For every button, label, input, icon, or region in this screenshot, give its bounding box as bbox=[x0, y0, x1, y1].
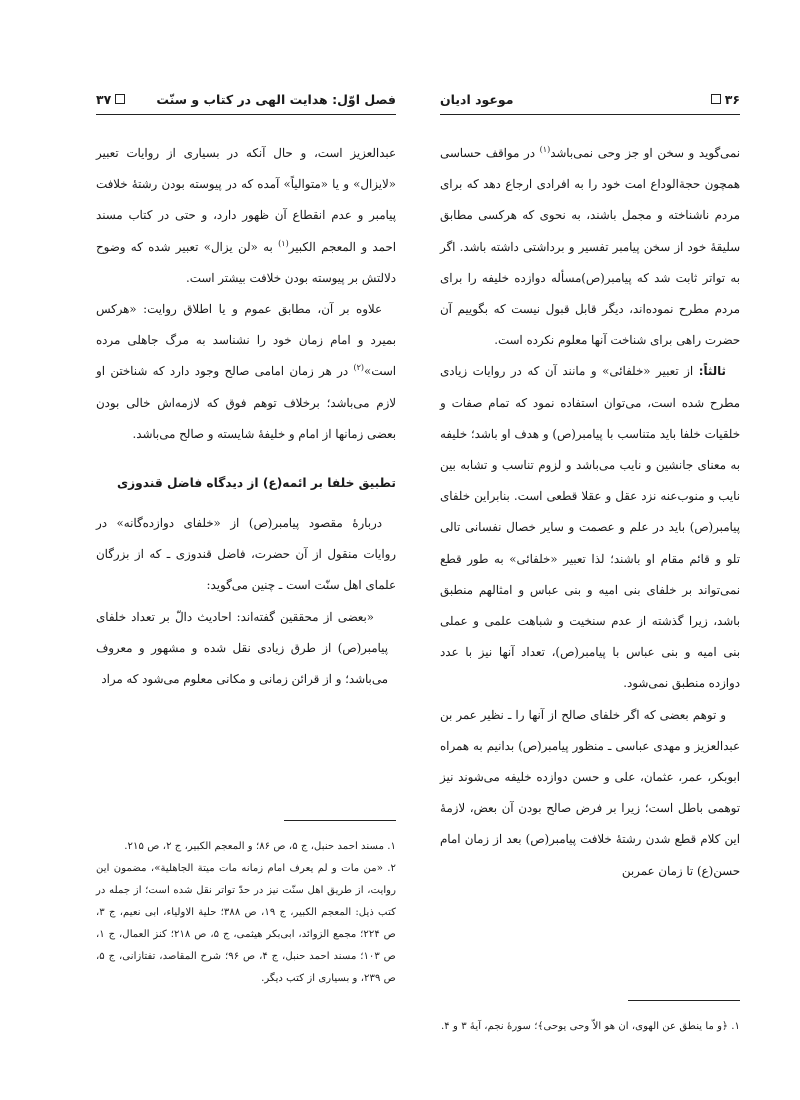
paragraph: دربارهٔ مقصود پیامبر(ص) از «خلفای دوازده‌گانه» در روایات منقول از آن حضرت، فاضل قندوزی ـ که از بزرگان علمای اهل سنّت است ـ چنین می‌گوید: bbox=[96, 516, 396, 593]
footnotes bbox=[96, 836, 396, 990]
footnote-ref: (۲) bbox=[353, 363, 365, 373]
footnote: ۲. «من مات و لم یعرف امام زمانه مات میتة الجاهلیة»، مضمون این روایت، از طریق اهل سنّت نیز در حدّ تواتر نقل شده است؛ از جمله در کتب ذیل: المعجم الکبیر، ج ۱۹، ص ۳۸۸؛ حلیة الاولیاء، ابی نعیم، ج ۳، ص ۲۲۴؛ مجمع الزوائد، ابی‌بکر هیثمی، ج ۵، ص ۲۱۸؛ کنز العمال، ج ۱، ص ۱۰۳؛ مسند احمد حنبل، ج ۴، ص ۹۶؛ شرح المقاصد، تفتازانی، ج ۵، ص ۲۳۹، و بسیاری از کتب دیگر. bbox=[96, 863, 396, 984]
quote-paragraph: «بعضی از محققین گفته‌اند: احادیث دالّ بر تعداد خلفای پیامبر(ص) از طرق زیادی نقل شده و مشهور و معروف می‌باشد؛ و از قرائن زمانی و مکانی معلوم می‌شود که مراد bbox=[96, 609, 388, 687]
header-rule bbox=[440, 114, 740, 115]
footnote-rule bbox=[628, 1000, 740, 1001]
square-ornament-icon bbox=[711, 94, 721, 104]
paragraph: علاوه بر آن، مطابق عموم و یا اطلاق روایت: «هرکس بمیرد و امام زمان خود را نشناسد به مرگ جاهلی مرده است»$^{(۲)}$ در هر زمان امامی صالح وجود دارد که شناختن او لازم می‌باشد؛ برخلاف توهم فوق که لازمه‌اش خالی بودن بعضی زمانها از امام و خلیفهٔ شایسته و صالح می‌باشد. bbox=[96, 302, 396, 441]
footnote-rule bbox=[284, 820, 396, 821]
running-header bbox=[96, 90, 396, 108]
footnote-ref: (۱) bbox=[278, 238, 289, 248]
footnote: ۱. ﴿و ما ینطق عن الهوی، ان هو الاّ وحی یوحی﴾؛ سورهٔ نجم، آیهٔ ۳ و ۴. bbox=[441, 1021, 740, 1032]
right-page bbox=[440, 78, 740, 1068]
section-heading: تطبیق خلفا بر ائمه(ع) از دیدگاه فاضل قندوزی bbox=[116, 476, 396, 491]
paragraph-lead: ثالثاً: bbox=[698, 364, 726, 379]
paragraph: عبدالعزیز است، و حال آنکه در بسیاری از روایات تعبیر «لایزال» و یا «متوالیاً» آمده که در پیوسته بودن رشتهٔ خلافت پیامبر و عدم انقطاع آن ظهور دارد، و حتی در کتاب مسند احمد و المعجم الکبیر$^{(۱)}$ به «لن یزال» تعبیر شده که وضوح دلالتش بر پیوسته بودن خلافت بیشتر است. bbox=[96, 146, 396, 285]
square-ornament-icon bbox=[115, 94, 125, 104]
paragraph: و توهم بعضی که اگر خلفای صالح از آنها را ـ نظیر عمر بن عبدالعزیز و مهدی عباسی ـ منظور پیامبر(ص) بدانیم به همراه ابوبکر، عمر، عثمان، علی و حسن دوازده خلیفه می‌شوند نیز توهمی باطل است؛ زیرا بر فرض صالح بودن آن بعض، لازمهٔ این کلام قطع شدن رشتهٔ خلافت پیامبر(ص) بعد از زمان امام حسن(ع) تا زمان عمربن bbox=[440, 707, 740, 878]
footnote-ref: (۱) bbox=[539, 145, 551, 155]
footnotes bbox=[440, 1016, 740, 1038]
running-title: فصل اوّل: هدایت الهی در کتاب و سنّت bbox=[156, 91, 396, 107]
left-page bbox=[96, 78, 396, 1068]
header-rule bbox=[96, 114, 396, 115]
paragraph: نمی‌گوید و سخن او جز وحی نمی‌باشد$^{(۱)}$ در مواقف حساسی همچون حجةالوداع امت خود را به افرادی ارجاع دهد که برای مردم ناشناخته و مجمل باشند، به نحوی که هرکسی مطابق سلیقهٔ خود از سخن پیامبر تفسیر و برداشتی داشته باشد. اگر به تواتر ثابت شد که پیامبر(ص)مسأله دوازده خلیفه را برای مردم مطرح نموده‌اند، دیگر قابل قبول نیست که بگوییم آن حضرت راهی برای شناخت آنها معلوم نکرده است. bbox=[440, 145, 740, 348]
body-text bbox=[96, 138, 396, 695]
paragraph: ثالثاً: از تعبیر «خلفائی» و مانند آن که در روایات زیادی مطرح شده است، می‌توان استفاده نمود که تمام صفات و خلقیات خلفا باید متناسب با پیامبر(ص) و هدف او باشد؛ خلیفه به معنای جانشین و نایب می‌باشد و لزوم تناسب و تشابه بین نایب و منوب‌عنه نزد عقل و عقلا قطعی است. بنابراین خلفای پیامبر(ص) باید در علم و عصمت و سایر خصال نفسانی تالی تلو و قائم مقام او باشند؛ لذا تعبیر «خلفائی» به طور قطع نمی‌تواند بر خلفای بنی امیه و بنی عباس و امثالهم منطبق باشد، زیرا گذشته از عدم سنخیت و شباهت علمی و عملی بنی امیه و بنی عباس با پیامبر(ص)، تعداد آنها نیز با عدد دوازده منطبق نمی‌شود. bbox=[440, 364, 740, 691]
running-title: موعود ادیان bbox=[440, 91, 514, 107]
page-number: ۳۷ bbox=[96, 92, 125, 107]
page-number: ۳۶ bbox=[711, 92, 740, 107]
running-header bbox=[440, 90, 740, 108]
footnote: ۱. مسند احمد حنبل، ج ۵، ص ۸۶؛ و المعجم الکبیر، ج ۲، ص ۲۱۵. bbox=[124, 841, 396, 852]
body-text bbox=[440, 138, 740, 887]
